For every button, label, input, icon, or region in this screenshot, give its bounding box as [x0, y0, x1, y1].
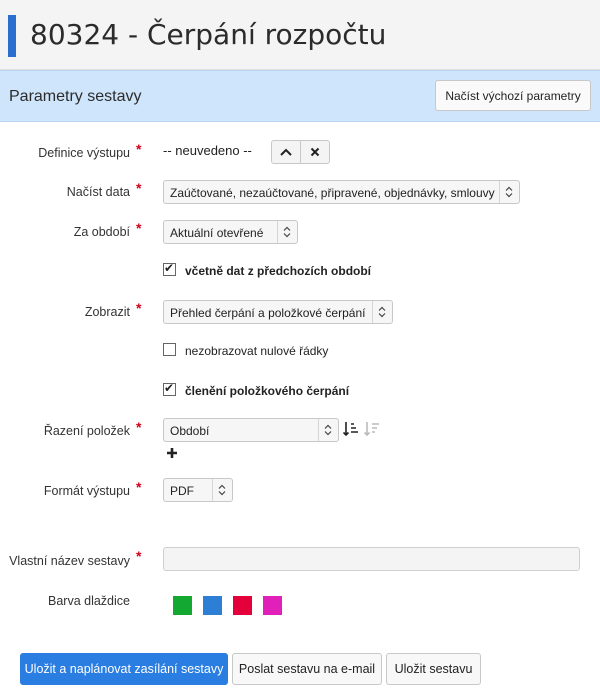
send-email-button[interactable]: Poslat sestavu na e-mail — [232, 653, 382, 685]
select-arrow-icon — [277, 221, 297, 243]
load-data-select[interactable] — [163, 180, 520, 204]
output-format-select[interactable] — [163, 478, 233, 502]
item-breakdown-label: členění položkového čerpání — [185, 384, 350, 398]
sort-items-label: Řazení položek — [43, 424, 130, 438]
output-definition-value: -- neuvedeno -- — [163, 143, 252, 158]
required-marker: * — [136, 141, 142, 157]
required-marker: * — [136, 220, 142, 236]
period-value: Aktuální otevřené — [170, 226, 264, 240]
select-arrow-icon — [372, 301, 392, 323]
item-breakdown-checkbox[interactable] — [163, 383, 176, 396]
sort-items-value: Období — [170, 424, 210, 438]
tile-color-label: Barva dlaždice — [48, 594, 130, 608]
custom-name-label: Vlastní název sestavy — [9, 554, 130, 568]
required-marker: * — [136, 300, 142, 316]
tile-color-swatch-magenta[interactable] — [263, 596, 282, 615]
add-sort-icon[interactable] — [166, 447, 178, 459]
include-previous-checkbox[interactable] — [163, 263, 176, 276]
required-marker: * — [136, 548, 142, 564]
include-previous-label: včetně dat z předchozích období — [185, 264, 372, 278]
hide-zero-rows-checkbox[interactable] — [163, 343, 176, 356]
output-definition-label: Definice výstupu — [38, 146, 130, 160]
tile-color-swatch-green[interactable] — [173, 596, 192, 615]
output-definition-collapse-button[interactable] — [271, 140, 301, 164]
tile-color-swatch-blue[interactable] — [203, 596, 222, 615]
tile-color-swatch-red[interactable] — [233, 596, 252, 615]
output-format-value: PDF — [170, 484, 194, 498]
display-label: Zobrazit — [84, 305, 130, 319]
load-data-label: Načíst data — [66, 185, 130, 199]
output-definition-clear-button[interactable] — [300, 140, 330, 164]
output-format-label: Formát výstupu — [43, 484, 130, 498]
required-marker: * — [136, 479, 142, 495]
save-report-button[interactable]: Uložit sestavu — [386, 653, 481, 685]
load-data-value: Zaúčtované, nezaúčtované, připravené, objednávky, smlouvy — [170, 186, 495, 200]
page-header — [0, 0, 600, 70]
period-select[interactable] — [163, 220, 298, 244]
display-select[interactable] — [163, 300, 393, 324]
save-and-schedule-button[interactable]: Uložit a naplánovat zasílání sestavy — [20, 653, 228, 685]
sort-items-select[interactable] — [163, 418, 339, 442]
period-label: Za období — [73, 225, 130, 239]
hide-zero-rows-label: nezobrazovat nulové řádky — [185, 344, 329, 358]
page-title: 80324 - Čerpání rozpočtu — [30, 18, 387, 51]
title-accent-bar — [8, 15, 16, 57]
required-marker: * — [136, 180, 142, 196]
sort-ascending-icon[interactable] — [343, 421, 359, 437]
load-default-parameters-button[interactable]: Načíst výchozí parametry — [435, 80, 591, 111]
close-icon — [310, 147, 320, 157]
required-marker: * — [136, 419, 142, 435]
sort-descending-icon[interactable] — [364, 421, 380, 437]
custom-name-input[interactable] — [163, 547, 580, 571]
select-arrow-icon — [212, 479, 232, 501]
select-arrow-icon — [499, 181, 519, 203]
display-value: Přehled čerpání a položkové čerpání — [170, 306, 366, 320]
select-arrow-icon — [318, 419, 338, 441]
section-title: Parametry sestavy — [9, 88, 142, 105]
chevron-up-icon — [280, 148, 292, 156]
